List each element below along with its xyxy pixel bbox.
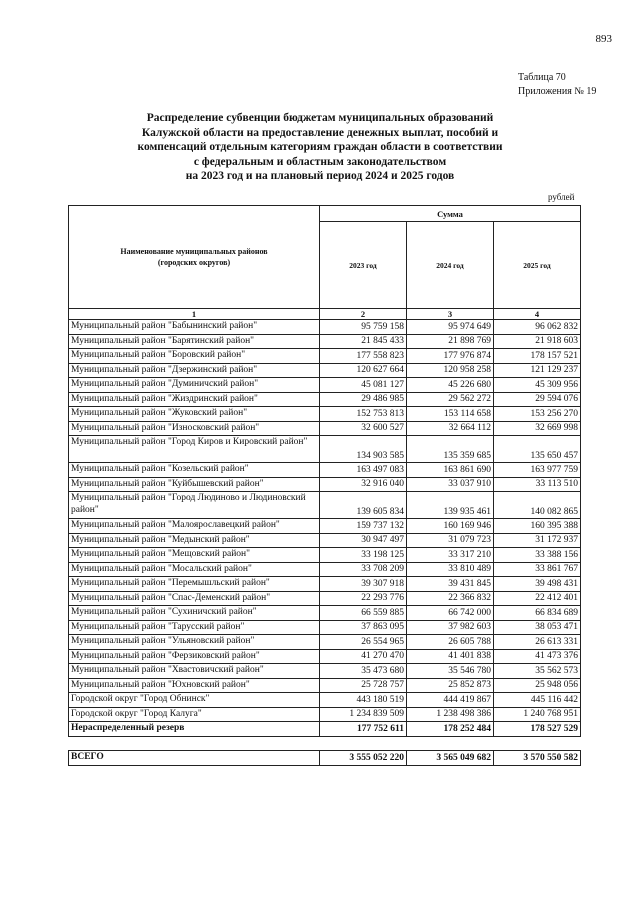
title-line: Распределение субвенции бюджетам муниципальных образований xyxy=(146,112,494,124)
amount-cell: 177 976 874 xyxy=(407,349,494,364)
header-name-line: (городских округов) xyxy=(157,258,231,267)
table-row xyxy=(69,436,581,463)
municipality-name: Муниципальный район "Жуковский район" xyxy=(69,407,320,422)
table-row xyxy=(69,320,581,335)
table-row xyxy=(69,664,581,679)
municipality-name: Нераспределенный резерв xyxy=(69,722,320,737)
table-row xyxy=(69,378,581,393)
amount-cell: 39 307 918 xyxy=(320,577,407,592)
amount-cell: 120 627 664 xyxy=(320,363,407,378)
table-row xyxy=(69,591,581,606)
table-row xyxy=(69,620,581,635)
appendix-label: Приложения № 19 xyxy=(518,86,597,97)
amount-cell: 33 708 209 xyxy=(320,562,407,577)
table-row xyxy=(69,606,581,621)
municipality-name: Муниципальный район "Город Киров и Кировский район" xyxy=(69,436,320,463)
table-row xyxy=(69,492,581,519)
municipality-name: Муниципальный район "Тарусский район" xyxy=(69,620,320,635)
amount-cell: 121 129 237 xyxy=(494,363,581,378)
amount-cell: 153 256 270 xyxy=(494,407,581,422)
amount-cell: 32 600 527 xyxy=(320,421,407,436)
amount-cell: 163 861 690 xyxy=(407,463,494,478)
total-amount: 3 555 052 220 xyxy=(320,751,407,766)
municipality-name: Муниципальный район "Город Людиново и Людиновский район" xyxy=(69,492,320,519)
municipality-name: Муниципальный район "Медынский район" xyxy=(69,533,320,548)
table-row xyxy=(69,562,581,577)
amount-cell: 178 252 484 xyxy=(407,722,494,737)
amount-cell: 444 419 867 xyxy=(407,693,494,708)
table-row xyxy=(69,519,581,534)
amount-cell: 32 916 040 xyxy=(320,477,407,492)
amount-cell: 178 157 521 xyxy=(494,349,581,364)
amount-cell: 95 759 158 xyxy=(320,320,407,335)
amount-cell: 39 498 431 xyxy=(494,577,581,592)
amount-cell: 95 974 649 xyxy=(407,320,494,335)
document-title xyxy=(100,111,540,184)
municipality-name: Муниципальный район "Ульяновский район" xyxy=(69,635,320,650)
amount-cell: 66 834 689 xyxy=(494,606,581,621)
amount-cell: 33 861 767 xyxy=(494,562,581,577)
amount-cell: 96 062 832 xyxy=(494,320,581,335)
page-number: 893 xyxy=(595,33,612,45)
amount-cell: 1 240 768 951 xyxy=(494,707,581,722)
amount-cell: 38 053 471 xyxy=(494,620,581,635)
municipality-name: Муниципальный район "Козельский район" xyxy=(69,463,320,478)
table-row xyxy=(69,533,581,548)
municipality-name: Муниципальный район "Мещовский район" xyxy=(69,548,320,563)
municipality-name: Муниципальный район "Износковский район" xyxy=(69,421,320,436)
amount-cell: 41 473 376 xyxy=(494,649,581,664)
municipality-name: Муниципальный район "Перемышльский район" xyxy=(69,577,320,592)
column-number: 1 xyxy=(69,309,320,320)
table-row xyxy=(69,678,581,693)
amount-cell: 35 473 680 xyxy=(320,664,407,679)
municipality-name: Муниципальный район "Ферзиковский район" xyxy=(69,649,320,664)
amount-cell: 177 752 611 xyxy=(320,722,407,737)
municipality-name: Муниципальный район "Хвастовичский район" xyxy=(69,664,320,679)
amount-cell: 66 742 000 xyxy=(407,606,494,621)
column-number: 2 xyxy=(320,309,407,320)
amount-cell: 134 903 585 xyxy=(320,436,407,463)
municipality-name: Городской округ "Город Калуга" xyxy=(69,707,320,722)
gap-cell xyxy=(407,736,494,751)
amount-cell: 25 728 757 xyxy=(320,678,407,693)
municipality-name: Муниципальный район "Спас-Деменский район" xyxy=(69,591,320,606)
municipality-name: Муниципальный район "Думиничский район" xyxy=(69,378,320,393)
amount-cell: 22 366 832 xyxy=(407,591,494,606)
municipality-name: Муниципальный район "Юхновский район" xyxy=(69,678,320,693)
amount-cell: 178 527 529 xyxy=(494,722,581,737)
row-gap xyxy=(69,736,581,751)
amount-cell: 29 486 985 xyxy=(320,392,407,407)
title-line: на 2023 год и на плановый период 2024 и 2025 годов xyxy=(185,170,455,182)
amount-cell: 33 113 510 xyxy=(494,477,581,492)
amount-cell: 139 935 461 xyxy=(407,492,494,519)
header-name-line: Наименование муниципальных районов xyxy=(120,247,268,256)
amount-cell: 120 958 258 xyxy=(407,363,494,378)
amount-cell: 177 558 823 xyxy=(320,349,407,364)
amount-cell: 33 317 210 xyxy=(407,548,494,563)
column-number: 3 xyxy=(407,309,494,320)
amount-cell: 33 810 489 xyxy=(407,562,494,577)
table-row xyxy=(69,707,581,722)
municipality-name: Муниципальный район "Дзержинский район" xyxy=(69,363,320,378)
amount-cell: 33 388 156 xyxy=(494,548,581,563)
amount-cell: 37 863 095 xyxy=(320,620,407,635)
amount-cell: 25 852 873 xyxy=(407,678,494,693)
amount-cell: 30 947 497 xyxy=(320,533,407,548)
amount-cell: 33 037 910 xyxy=(407,477,494,492)
amount-cell: 32 669 998 xyxy=(494,421,581,436)
amount-cell: 31 172 937 xyxy=(494,533,581,548)
amount-cell: 33 198 125 xyxy=(320,548,407,563)
municipality-name: Муниципальный район "Малоярославецкий район" xyxy=(69,519,320,534)
amount-cell: 35 562 573 xyxy=(494,664,581,679)
table-row xyxy=(69,407,581,422)
table-row xyxy=(69,334,581,349)
amount-cell: 22 293 776 xyxy=(320,591,407,606)
amount-cell: 135 650 457 xyxy=(494,436,581,463)
amount-cell: 32 664 112 xyxy=(407,421,494,436)
amount-cell: 45 081 127 xyxy=(320,378,407,393)
table-row xyxy=(69,722,581,737)
amount-cell: 39 431 845 xyxy=(407,577,494,592)
table-row xyxy=(69,349,581,364)
amount-cell: 26 613 331 xyxy=(494,635,581,650)
amount-cell: 153 114 658 xyxy=(407,407,494,422)
municipality-name: Городской округ "Город Обнинск" xyxy=(69,693,320,708)
municipality-name: Муниципальный район "Куйбышевский район" xyxy=(69,477,320,492)
municipality-name: Муниципальный район "Жиздринский район" xyxy=(69,392,320,407)
amount-cell: 45 226 680 xyxy=(407,378,494,393)
table-row xyxy=(69,463,581,478)
amount-cell: 163 497 083 xyxy=(320,463,407,478)
header-year: 2025 год xyxy=(494,222,581,309)
amount-cell: 139 605 834 xyxy=(320,492,407,519)
total-amount: 3 565 049 682 xyxy=(407,751,494,766)
amount-cell: 21 918 603 xyxy=(494,334,581,349)
municipality-name: Муниципальный район "Бабынинский район" xyxy=(69,320,320,335)
unit-label: рублей xyxy=(548,192,575,202)
table-row xyxy=(69,363,581,378)
header-year: 2023 год xyxy=(320,222,407,309)
municipality-name: Муниципальный район "Сухиничский район" xyxy=(69,606,320,621)
amount-cell: 21 898 769 xyxy=(407,334,494,349)
table-row xyxy=(69,693,581,708)
table-label: Таблица 70 xyxy=(518,72,566,83)
gap-cell xyxy=(320,736,407,751)
amount-cell: 41 270 470 xyxy=(320,649,407,664)
table-row xyxy=(69,477,581,492)
amount-cell: 1 234 839 509 xyxy=(320,707,407,722)
amount-cell: 31 079 723 xyxy=(407,533,494,548)
amount-cell: 135 359 685 xyxy=(407,436,494,463)
title-line: Калужской области на предоставление денежных выплат, пособий и xyxy=(141,126,499,139)
municipality-name: Муниципальный район "Мосальский район" xyxy=(69,562,320,577)
table-reference xyxy=(518,71,596,99)
amount-cell: 26 605 788 xyxy=(407,635,494,650)
table-row xyxy=(69,421,581,436)
title-line: с федеральным и областным законодательством xyxy=(193,155,447,168)
total-amount: 3 570 550 582 xyxy=(494,751,581,766)
total-label: ВСЕГО xyxy=(69,751,320,766)
amount-cell: 35 546 780 xyxy=(407,664,494,679)
table-row xyxy=(69,548,581,563)
gap-cell xyxy=(494,736,581,751)
amount-cell: 152 753 813 xyxy=(320,407,407,422)
amount-cell: 29 562 272 xyxy=(407,392,494,407)
total-row xyxy=(69,751,581,766)
amount-cell: 25 948 056 xyxy=(494,678,581,693)
header-name-column xyxy=(69,206,320,309)
amount-cell: 29 594 076 xyxy=(494,392,581,407)
amount-cell: 37 982 603 xyxy=(407,620,494,635)
amount-cell: 443 180 519 xyxy=(320,693,407,708)
amount-cell: 140 082 865 xyxy=(494,492,581,519)
amount-cell: 163 977 759 xyxy=(494,463,581,478)
column-number: 4 xyxy=(494,309,581,320)
table-row xyxy=(69,649,581,664)
header-sum: Сумма xyxy=(320,206,581,222)
amount-cell: 26 554 965 xyxy=(320,635,407,650)
amount-cell: 22 412 401 xyxy=(494,591,581,606)
municipality-name: Муниципальный район "Барятинский район" xyxy=(69,334,320,349)
amount-cell: 41 401 838 xyxy=(407,649,494,664)
amount-cell: 160 169 946 xyxy=(407,519,494,534)
subvention-table xyxy=(68,205,581,766)
amount-cell: 66 559 885 xyxy=(320,606,407,621)
title-line: компенсаций отдельным категориям граждан области в соответствии xyxy=(137,141,503,153)
amount-cell: 159 737 132 xyxy=(320,519,407,534)
amount-cell: 160 395 388 xyxy=(494,519,581,534)
amount-cell: 21 845 433 xyxy=(320,334,407,349)
amount-cell: 1 238 498 386 xyxy=(407,707,494,722)
municipality-name: Муниципальный район "Боровский район" xyxy=(69,349,320,364)
table-row xyxy=(69,392,581,407)
table-row xyxy=(69,577,581,592)
gap-cell xyxy=(69,736,320,751)
amount-cell: 445 116 442 xyxy=(494,693,581,708)
table-row xyxy=(69,635,581,650)
header-year: 2024 год xyxy=(407,222,494,309)
amount-cell: 45 309 956 xyxy=(494,378,581,393)
